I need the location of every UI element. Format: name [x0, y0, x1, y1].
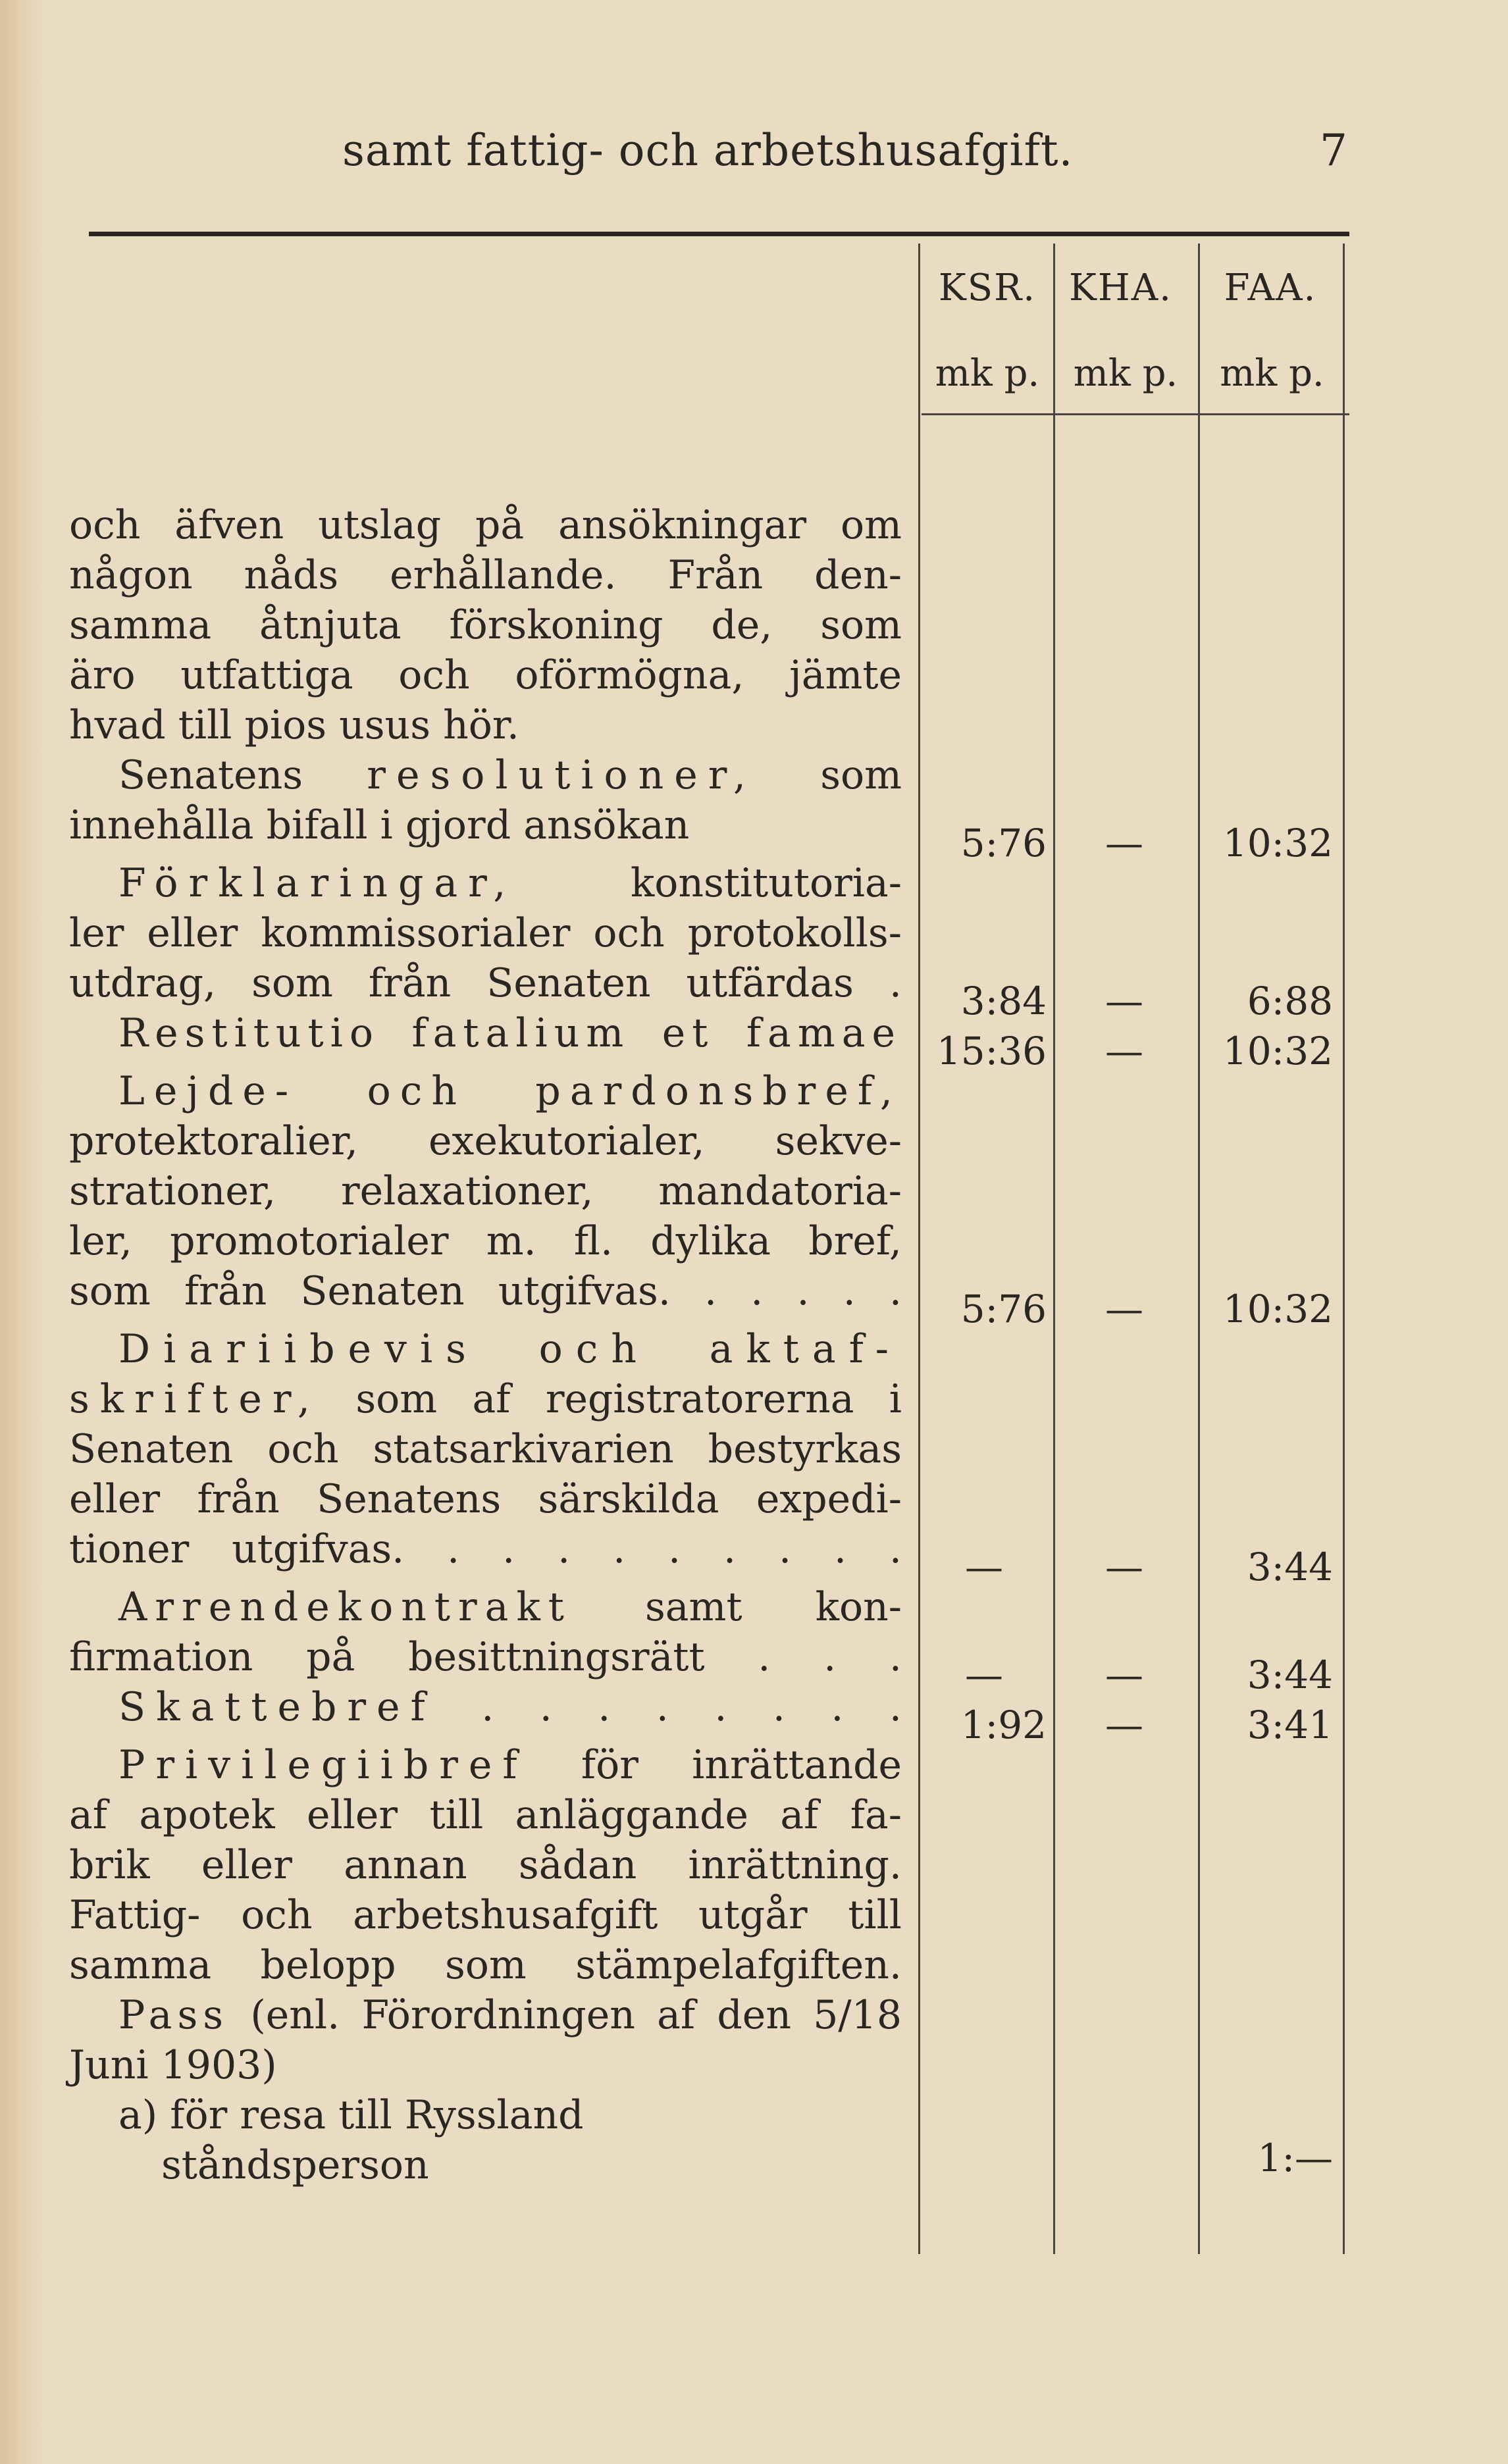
entry-text-line: samma åtnjuta förskoning de, som	[69, 602, 902, 648]
entry-explanations	[69, 858, 902, 1008]
column-faa-code: FAA.	[1224, 267, 1317, 309]
entry-text-line: ståndsperson	[161, 2142, 429, 2188]
entry-text-line: innehålla bifall i gjord ansökan	[69, 802, 690, 848]
fee-faa: 1:—	[1257, 2136, 1333, 2180]
column-kha-code: KHA.	[1069, 267, 1172, 309]
fee-faa: 10:32	[1222, 821, 1333, 865]
page-number: 7	[1320, 125, 1347, 176]
entry-text-line: utdrag, som från Senaten utfärdas .	[69, 960, 902, 1006]
fee-kha: —	[1105, 1545, 1143, 1589]
column-kha-unit: mk p.	[1073, 352, 1178, 395]
entry-text-line: tioner utgifvas. . . . . . . . . .	[69, 1526, 902, 1572]
fee-faa: 3:44	[1247, 1653, 1333, 1697]
entry-text-line: ler eller kommissorialer och protokolls-	[69, 910, 902, 956]
entry-text-line: som från Senaten utgifvas. . . . . .	[69, 1268, 902, 1314]
entry-senate-resolutions	[69, 750, 902, 850]
entry-text-line: och äfven utslag på ansökningar om	[69, 502, 902, 548]
entry-passport	[69, 1990, 902, 2190]
fee-ksr: 3:84	[960, 979, 1047, 1023]
fee-faa: 3:41	[1247, 1703, 1333, 1747]
running-title: samt fattig- och arbetshusafgift.	[342, 125, 1074, 176]
entry-text-line: strationer, relaxationer, mandatoria-	[69, 1168, 902, 1214]
fee-ksr: 15:36	[936, 1029, 1047, 1073]
entry-term: Arrendekontrakt	[118, 1584, 572, 1630]
entry-diary-certificates	[69, 1324, 902, 1574]
entry-term: Restitutio fatalium et famae	[118, 1010, 902, 1056]
entry-restitutio	[69, 1008, 902, 1058]
entry-lead: Senatens	[118, 752, 303, 798]
entry-lead-rest: konstitutoria-	[630, 860, 902, 906]
entry-text-line: protektoralier, exekutorialer, sekve-	[69, 1118, 902, 1164]
entry-lead-line	[69, 1740, 902, 1790]
entry-text-line: någon nåds erhållande. Från den-	[69, 552, 902, 598]
entry-lead-rest: för inrättande	[581, 1742, 902, 1788]
entry-text-line: brik eller annan sådan inrättning.	[69, 1842, 902, 1888]
entry-lead-rest: som	[820, 752, 902, 798]
fee-kha: —	[1105, 1029, 1143, 1073]
entry-term: resolutioner,	[367, 752, 756, 798]
entry-lead-line	[69, 1066, 902, 1116]
entry-term: Lejde- och pardonsbref,	[118, 1068, 902, 1114]
entry-lead-line	[69, 1582, 902, 1632]
tariff-entries	[69, 500, 902, 2190]
fee-faa: 10:32	[1222, 1029, 1333, 1073]
entry-lead-line	[69, 1008, 902, 1058]
page-header	[0, 125, 1508, 184]
fee-ksr: —	[965, 1545, 1003, 1589]
column-divider	[1198, 244, 1200, 2254]
column-header-rule	[922, 413, 1349, 415]
entry-pardons-continued	[69, 500, 902, 750]
entry-lead-line	[69, 750, 902, 800]
entry-lead-line	[69, 858, 902, 908]
entry-text-line: a) för resa till Ryssland	[118, 2092, 584, 2138]
column-divider	[1053, 244, 1055, 2254]
entry-lead-rest: (enl. Förordningen af den 5/18	[250, 1992, 902, 2038]
entry-lead-rest: som af registratorerna i	[355, 1376, 902, 1422]
column-ksr-unit: mk p.	[935, 352, 1040, 395]
entry-privilege-letter	[69, 1740, 902, 1990]
entry-text-line: Juni 1903)	[69, 2042, 277, 2088]
column-divider	[918, 244, 920, 2254]
entry-text-line: hvad till pios usus hör.	[69, 702, 519, 748]
entry-lead-line	[69, 1324, 902, 1374]
column-divider	[1343, 244, 1345, 2254]
column-faa-unit: mk p.	[1220, 352, 1324, 395]
fee-ksr: 5:76	[960, 821, 1047, 865]
entry-text-line: ler, promotorialer m. fl. dylika bref,	[69, 1218, 902, 1264]
fee-kha: —	[1105, 979, 1143, 1023]
fee-kha: —	[1105, 1287, 1143, 1331]
entry-lease-contract	[69, 1582, 902, 1682]
entry-term: skrifter,	[69, 1376, 321, 1422]
entry-term: Pass	[118, 1992, 229, 2038]
entry-lead-line	[69, 1990, 902, 2040]
entry-lead-rest: . . . . . . . .	[481, 1684, 902, 1730]
entry-text-line	[69, 1374, 902, 1424]
entry-text-line: Senaten och statsarkivarien bestyrkas	[69, 1426, 902, 1472]
fee-kha: —	[1105, 1653, 1143, 1697]
entry-text-line: samma belopp som stämpelafgiften.	[69, 1942, 902, 1988]
entry-text-line: firmation på besittningsrätt . . .	[69, 1634, 902, 1680]
fee-ksr: 5:76	[960, 1287, 1047, 1331]
entry-term: Privilegiibref	[118, 1742, 528, 1788]
entry-term: Skattebref	[118, 1684, 436, 1730]
entry-text-line: af apotek eller till anläggande af fa-	[69, 1792, 902, 1838]
entry-text-line: Fattig- och arbetshusafgift utgår till	[69, 1892, 902, 1938]
column-ksr-code: KSR.	[938, 267, 1037, 309]
entry-tax-letter	[69, 1682, 902, 1732]
fee-faa: 3:44	[1247, 1545, 1333, 1589]
fee-ksr: —	[965, 1653, 1003, 1697]
fee-ksr: 1:92	[960, 1703, 1047, 1747]
entry-safe-conduct	[69, 1066, 902, 1316]
entry-lead-line	[69, 1682, 902, 1732]
entry-text-line: äro utfattiga och oförmögna, jämte	[69, 652, 902, 698]
entry-text-line: eller från Senatens särskilda expedi-	[69, 1476, 902, 1522]
fee-kha: —	[1105, 821, 1143, 865]
fee-faa: 6:88	[1247, 979, 1333, 1023]
fee-kha: —	[1105, 1703, 1143, 1747]
entry-lead-rest: samt kon-	[644, 1584, 902, 1630]
fee-faa: 10:32	[1222, 1287, 1333, 1331]
entry-term: Förklaringar,	[118, 860, 517, 906]
header-rule	[89, 232, 1349, 236]
page-edge	[0, 0, 46, 2464]
entry-term: Diariibevis och aktaf-	[118, 1326, 902, 1372]
